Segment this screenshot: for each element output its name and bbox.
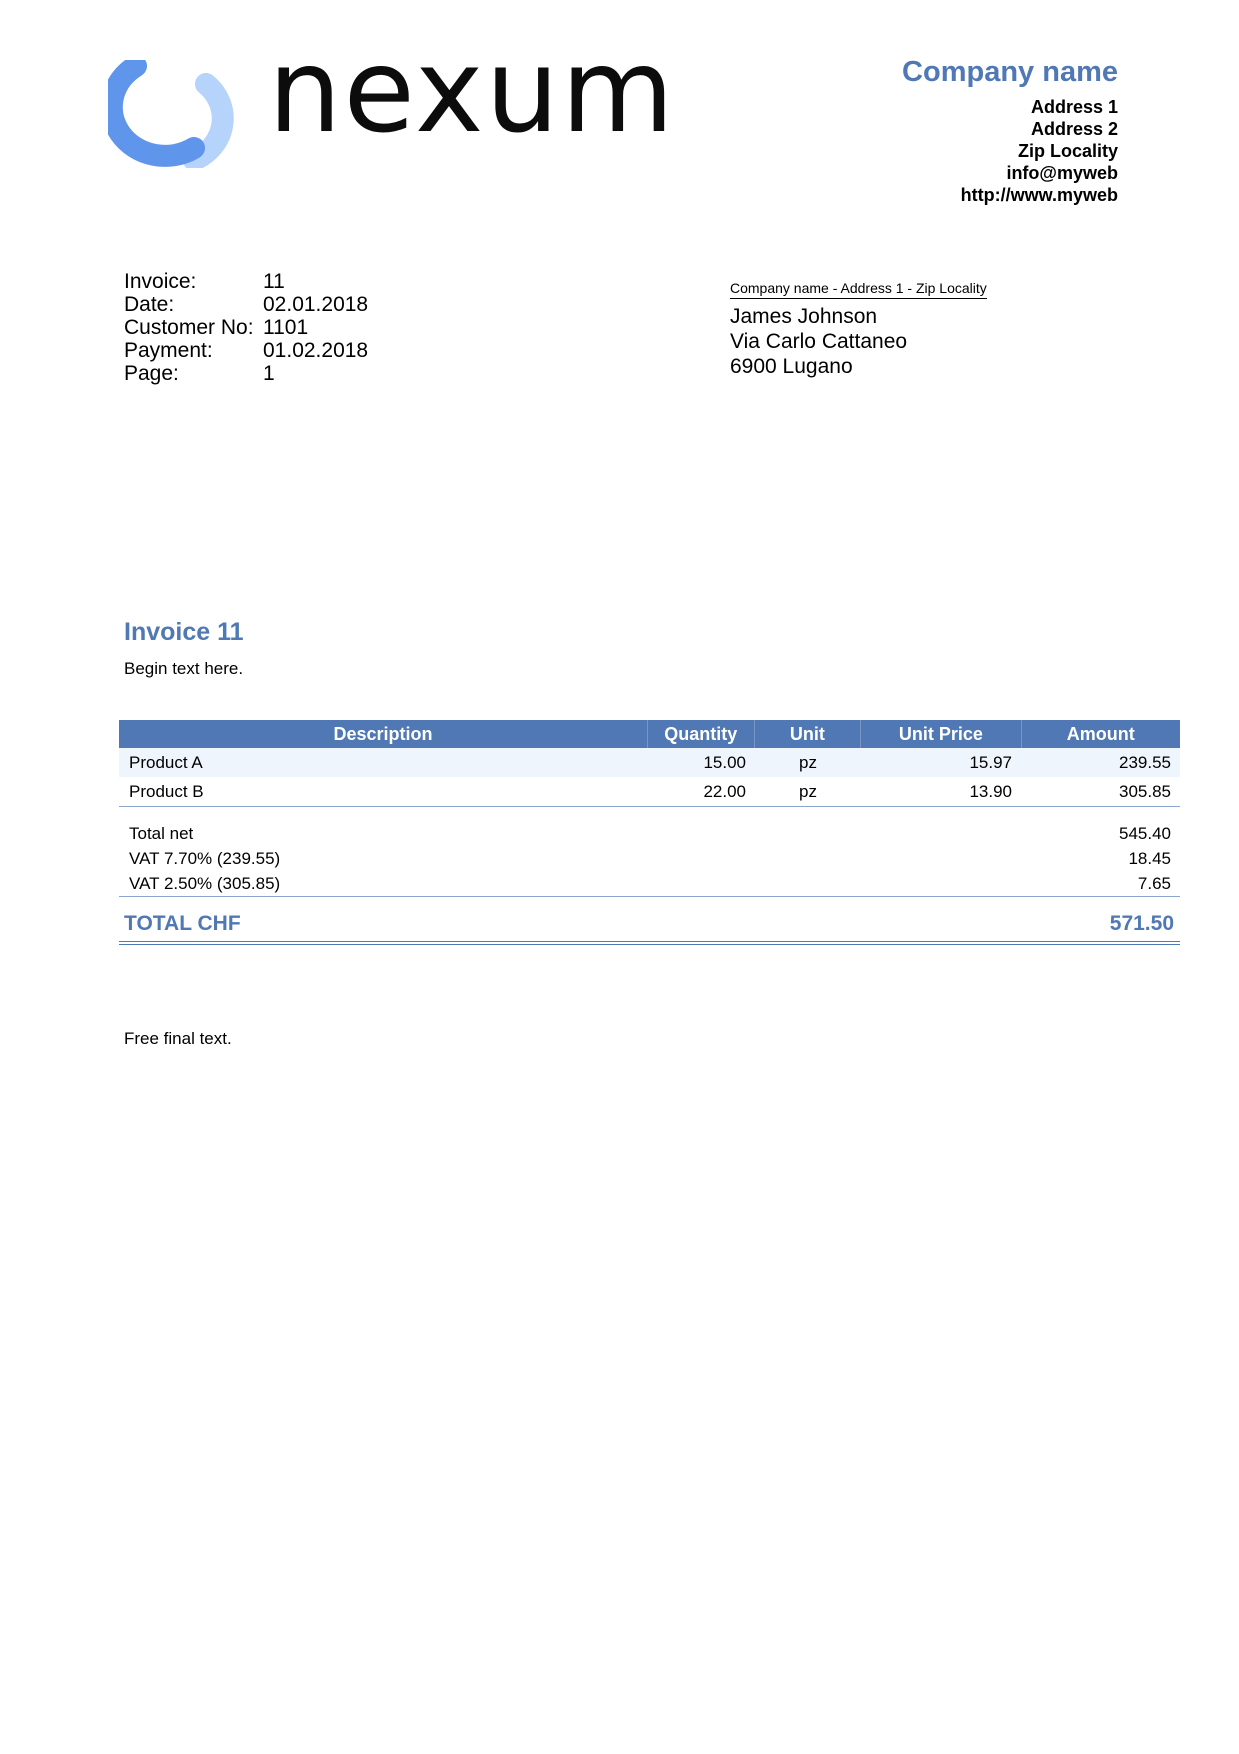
header-quantity: Quantity: [648, 720, 755, 748]
cell-unit: pz: [799, 781, 817, 801]
summary-value: 7.65: [1137, 873, 1171, 893]
summary-value: 18.45: [1128, 848, 1171, 868]
total-label: TOTAL CHF: [124, 912, 241, 935]
summary-row-vat-2: [119, 871, 1180, 896]
header-unit: Unit: [755, 720, 862, 748]
info-row-payment: [124, 339, 368, 362]
begin-text: Begin text here.: [124, 659, 244, 678]
info-label: Payment:: [124, 339, 213, 362]
summary-row-vat-1: [119, 846, 1180, 871]
summary-block: [119, 807, 1180, 896]
info-value: 01.02.2018: [263, 339, 369, 362]
logo-wordmark: nexum: [268, 24, 677, 159]
info-value: 1101: [263, 316, 309, 339]
cell-quantity: 22.00: [703, 781, 746, 801]
info-label: Customer No:: [124, 316, 254, 339]
info-row-date: [124, 293, 368, 316]
total-underline: [119, 941, 1180, 942]
summary-label: VAT 7.70% (239.55): [129, 848, 281, 868]
summary-row-total-net: [119, 821, 1180, 846]
company-name: Company name: [902, 56, 1118, 88]
info-value: 1: [263, 362, 275, 385]
table-row: [119, 748, 1180, 777]
logo: [108, 24, 688, 168]
cell-description: Product A: [129, 752, 203, 772]
grand-total-row: [119, 897, 1180, 939]
info-row-invoice: [124, 270, 368, 293]
table-header: [119, 720, 1180, 748]
recipient-street: Via Carlo Cattaneo: [730, 330, 908, 353]
cell-quantity: 15.00: [703, 752, 746, 772]
recipient-city: 6900 Lugano: [730, 355, 853, 378]
total-underline-second: [119, 944, 1180, 945]
header-amount: Amount: [1066, 723, 1135, 744]
company-block: [902, 56, 1118, 206]
info-label: Page:: [124, 362, 179, 385]
items-table: [119, 720, 1180, 945]
cell-amount: 305.85: [1119, 781, 1171, 801]
summary-label: VAT 2.50% (305.85): [129, 873, 281, 893]
cell-amount: 239.55: [1119, 752, 1171, 772]
recipient-address: [730, 280, 987, 379]
recipient-name: James Johnson: [730, 305, 878, 328]
summary-label: Total net: [129, 823, 194, 843]
final-text: Free final text.: [124, 1029, 232, 1048]
info-value: 02.01.2018: [263, 293, 369, 316]
info-row-page: [124, 362, 368, 385]
header-description: Description: [119, 720, 648, 748]
invoice-title: Invoice 11: [124, 618, 244, 646]
nexum-ring-icon: [108, 60, 240, 168]
invoice-info: [124, 270, 368, 385]
info-label: Invoice:: [124, 270, 197, 293]
header-unit-price: Unit Price: [861, 720, 1021, 748]
company-email: info@myweb: [1006, 163, 1118, 183]
cell-unit-price: 15.97: [969, 752, 1012, 772]
company-zip-locality: Zip Locality: [1017, 141, 1118, 161]
total-value: 571.50: [1109, 912, 1174, 935]
info-value: 11: [263, 270, 285, 293]
cell-unit: pz: [799, 752, 817, 772]
company-address-2: Address 2: [1030, 119, 1118, 139]
info-row-customer: [124, 316, 368, 339]
info-label: Date:: [124, 293, 175, 316]
company-address-1: Address 1: [1030, 97, 1118, 117]
summary-value: 545.40: [1119, 823, 1171, 843]
cell-unit-price: 13.90: [969, 781, 1012, 801]
sender-line: Company name - Address 1 - Zip Locality: [730, 280, 987, 299]
cell-description: Product B: [129, 781, 204, 801]
company-website: http://www.myweb: [960, 185, 1118, 205]
table-row: [119, 777, 1180, 806]
